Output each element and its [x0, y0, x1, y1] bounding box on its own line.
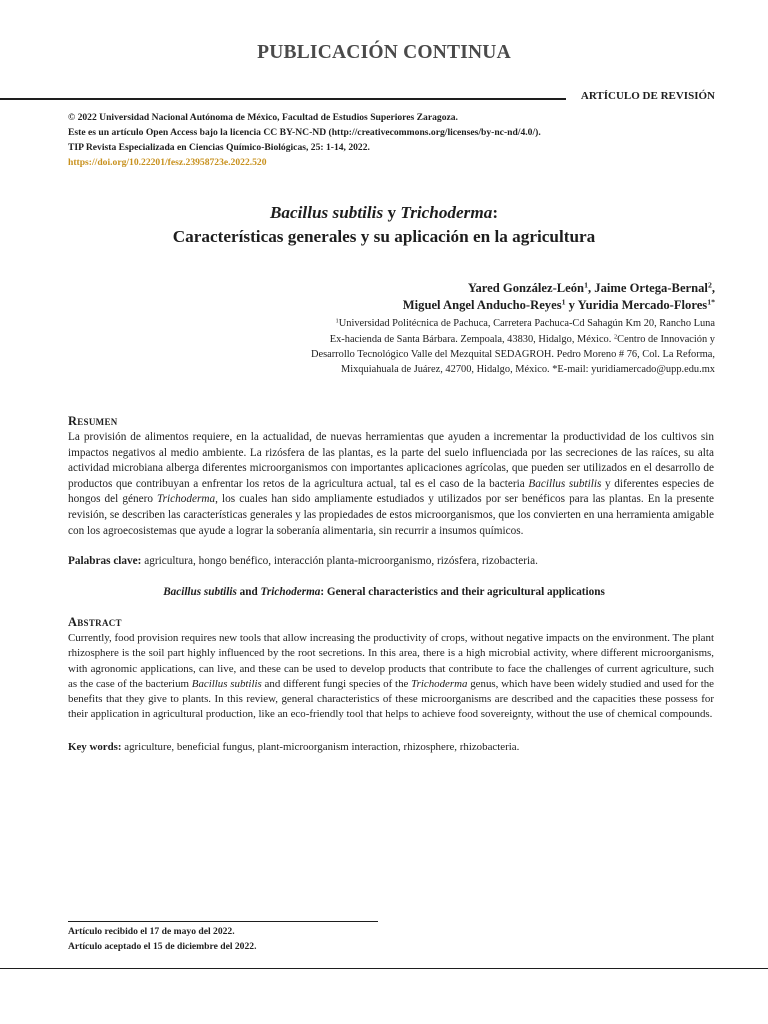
- genus-name: Trichoderma: [157, 493, 216, 506]
- copyright-notice: © 2022 Universidad Nacional Autónoma de México, Facultad de Estudios Superiores Zaragoza.: [68, 112, 458, 123]
- header-divider: [0, 98, 566, 100]
- title-organism-1: Bacillus subtilis: [163, 586, 237, 598]
- author-affiliation-mark: 1*: [707, 297, 715, 307]
- resumen-heading: [68, 414, 118, 429]
- genus-name: Trichoderma: [411, 677, 468, 690]
- heading-initial: A: [68, 615, 78, 629]
- keywords-list: agricultura, hongo benéfico, interacción planta-microorganismo, rizósfera, rizobacteria.: [141, 555, 538, 567]
- title-organism-2: Trichoderma: [260, 586, 321, 598]
- journal-citation: TIP Revista Especializada en Ciencias Químico-Biológicas, 25: 1-14, 2022.: [68, 142, 370, 153]
- affiliation-line-3: Desarrollo Tecnológico Valle del Mezquital SEDAGROH. Pedro Moreno # 76, Col. La Reforma,: [310, 349, 715, 360]
- heading-initial: R: [68, 414, 78, 428]
- page-bottom-divider: [0, 968, 768, 969]
- author-line-1: [468, 281, 715, 296]
- keywords-label: Key words:: [68, 741, 122, 753]
- abstract-paragraph: [68, 631, 714, 723]
- resumen-text-part: La provisión de alimentos requiere, en la actualidad, de nuevas herramientas que ayuden a incrementar la productividad de los cultivos sin impactos negativos al medio ambiente. La rizósfera de las plantas, es la parte del suelo influenciada por las secreciones de las raíces, su alta actividad microbiana alberga diferentes microorganismos con importantes aplicaciones agrícolas, que pueden ser utilizados en el desarrollo de productos que contribuyan a enfrentar los retos de la agricultura actual, tal es el caso de la bacteria: [68, 431, 714, 490]
- abstract-text-part: Currently, food provision requires new tools that allow increasing the productivity of crops, without negative impacts on the environment. The plant rhizosphere is the soil part highly influenced by the root secretions. In this area, there is a high microbial activity, where different microorganisms, with agronomic applications, can live, and these can be used to develop products that contribute to face the challenges of current agriculture, such as the case of the bacterium: [68, 632, 714, 690]
- keywords-list: agriculture, beneficial fungus, plant-microorganism interaction, rhizosphere, rhizobacteria.: [121, 741, 520, 753]
- heading-rest: bstract: [77, 615, 122, 629]
- title-conjunction: and: [236, 586, 261, 598]
- title-organism-2: Trichoderma: [400, 203, 493, 222]
- author-name: Jaime Ortega-Bernal: [594, 281, 708, 295]
- resumen-paragraph: [68, 430, 714, 539]
- heading-rest: esumen: [77, 414, 118, 428]
- abstract-text-part: and different fungi species of the: [261, 677, 412, 690]
- title-organism-1: Bacillus subtilis: [269, 203, 384, 222]
- author-affiliation-mark: 1: [584, 280, 588, 290]
- doi-link[interactable]: https://doi.org/10.22201/fesz.23958723e.2022.520: [68, 157, 267, 168]
- keywords-label: Palabras clave:: [68, 555, 142, 567]
- author-name: Yared González-León: [467, 281, 585, 295]
- author-line-2: [403, 298, 715, 313]
- author-separator: ,: [711, 281, 715, 295]
- journal-section-header: PUBLICACIÓN CONTINUA: [257, 42, 511, 63]
- affiliation-line-4: Mixquiahuala de Juárez, 42700, Hidalgo, México. *E-mail: yuridiamercado@upp.edu.mx: [340, 364, 715, 375]
- resumen-text-part: y diferentes especies de hongos del género: [68, 477, 715, 506]
- key-words: [68, 740, 714, 756]
- affiliation-text: Universidad Politécnica de Pachuca, Carretera Pachuca-Cd Sahagún Km 20, Rancho Luna: [338, 318, 715, 329]
- affiliation-line-2: [330, 334, 715, 345]
- title-conjunction: y: [383, 203, 401, 222]
- author-name: Miguel Angel Anducho-Reyes: [402, 298, 562, 312]
- author-affiliation-mark: 1: [561, 297, 566, 307]
- palabras-clave: [68, 554, 714, 570]
- affiliation-line-1: [336, 318, 715, 329]
- article-type-label: ARTÍCULO DE REVISIÓN: [580, 90, 715, 102]
- article-title: [0, 201, 768, 249]
- title-subtitle: Características generales y su aplicación en la agricultura: [172, 227, 596, 246]
- species-name: Bacillus subtilis: [528, 477, 602, 490]
- english-title: [0, 586, 768, 598]
- title-colon: :: [492, 203, 499, 222]
- affiliation-text: Ex-hacienda de Santa Bárbara. Zempoala, 43830, Hidalgo, México.: [329, 334, 614, 345]
- title-line-1: [0, 201, 768, 225]
- resumen-text-part: , los cuales han sido ampliamente estudiados y utilizados por ser benéficos para las plantas. En la presente revisión, se describen las características generales y las propiedades de estos microorganismos, que los convierten en una herramienta amigable con los agroecosistemas que ayude a lograr la soberanía alimentaria, sin recurrir a insumos químicos.: [68, 493, 714, 537]
- author-name: Yuridia Mercado-Flores: [577, 298, 708, 312]
- affiliation-mark: 1: [335, 317, 339, 325]
- affiliation-text: Centro de Innovación y: [617, 334, 715, 345]
- author-affiliation-mark: 2: [707, 280, 712, 290]
- accepted-date: Artículo aceptado el 15 de diciembre del 2022.: [68, 941, 257, 952]
- footnote-divider: [68, 921, 378, 922]
- abstract-heading: [68, 615, 122, 630]
- received-date: Artículo recibido el 17 de mayo del 2022.: [68, 926, 235, 937]
- species-name: Bacillus subtilis: [191, 677, 262, 690]
- license-notice: Este es un artículo Open Access bajo la licencia CC BY-NC-ND (http://creativecommons.org/licenses/by-nc-nd/4.0/).: [68, 127, 541, 138]
- abstract-text-part: genus, which have been widely studied and used for the benefits that they give to plants. In this review, general characteristics of these microorganisms are described and the capacities these possess for their application in agricultural production, like an eco-friendly tool that helps to achieve food sovereignty, without the use of chemical compounds.: [68, 677, 715, 721]
- affiliation-mark: 2: [613, 333, 618, 341]
- author-separator: y: [565, 298, 578, 312]
- title-rest: : General characteristics and their agricultural applications: [320, 586, 605, 598]
- author-separator: ,: [587, 281, 595, 295]
